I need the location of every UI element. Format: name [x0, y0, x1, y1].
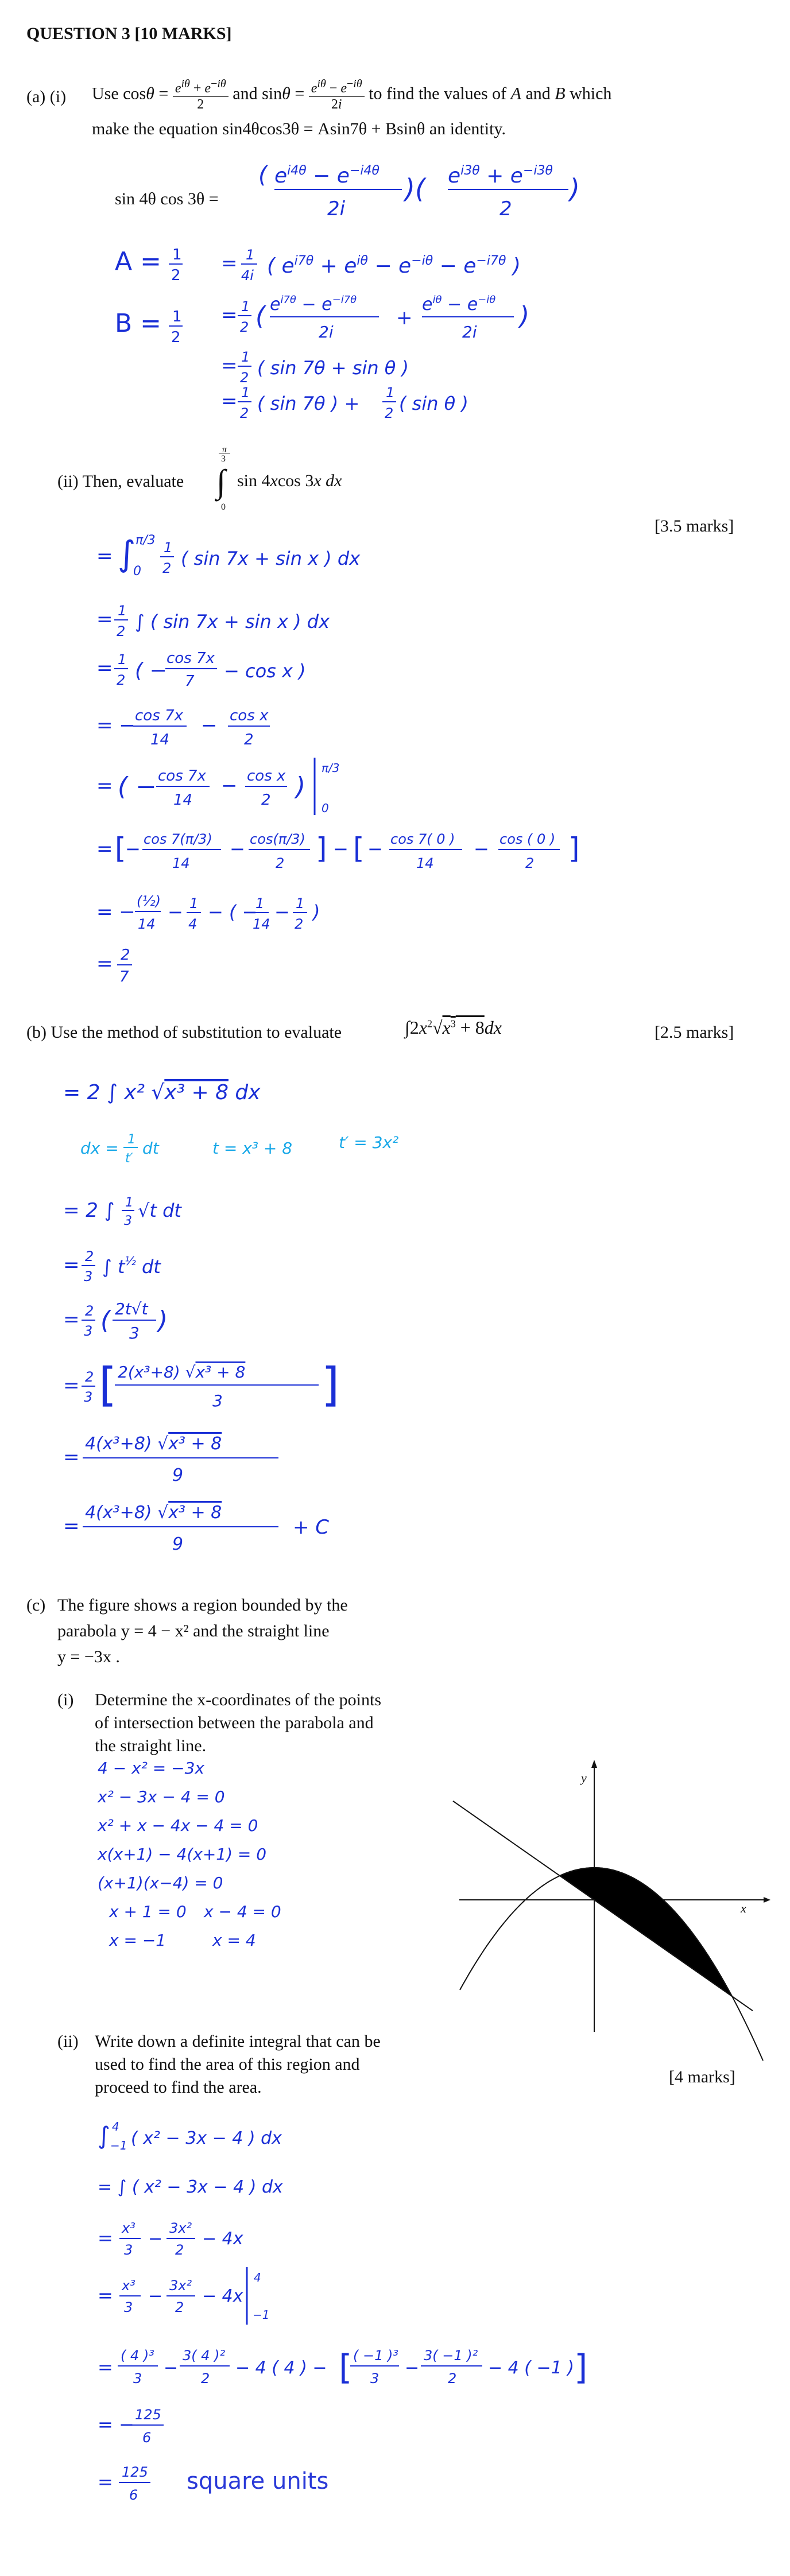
- b-w3-body: ∫ $t^{\frac{1}{2}}$ dt: [102, 1254, 161, 1278]
- part-c-ii-line-2: used to find the area of this region and: [95, 2055, 360, 2074]
- b-w7-c: + C: [293, 1516, 330, 1539]
- aii-w5-upper: π/3: [322, 761, 340, 775]
- cii-w4-f1-den: 3: [124, 2299, 133, 2315]
- cii-w3-rest: − 4x: [202, 2229, 243, 2249]
- cii-w5-m4: − 4 ( −1 ): [488, 2358, 574, 2378]
- aii-w5-f2-num: cos x: [247, 767, 286, 785]
- aii-w4-eq: = −: [96, 714, 135, 737]
- cii-w3-f1-den: 3: [124, 2242, 133, 2258]
- cii-w5-m2: − 4 ( 4 ) −: [235, 2358, 327, 2378]
- cii-w4-f2-num: 3x²: [169, 2278, 192, 2294]
- aii-w4-f2-num: cos x: [230, 707, 269, 724]
- a-work-2-eq: =: [221, 304, 238, 327]
- b-w3-den: 3: [84, 1268, 93, 1285]
- part-c-i-line-2: of intersection between the parabola and: [95, 1713, 374, 1732]
- cii-w3-f2-num: 3x²: [169, 2220, 192, 2236]
- aii-w7-m2: −: [274, 901, 290, 923]
- aii-w7-f3-num: 1: [255, 895, 265, 911]
- cii-w5-m3: −: [405, 2358, 420, 2378]
- part-c-label: (c): [26, 1596, 46, 1615]
- b-w4-eq: =: [63, 1308, 80, 1331]
- b-w7-f-den: 9: [172, 1534, 184, 1554]
- a-work-2-f1-den: 2i: [319, 323, 334, 342]
- b-w7-f-num: 4(x³+8) √x³ + 8: [85, 1503, 222, 1523]
- expansion-num-1: (: [258, 162, 268, 188]
- b-w5-b1: [: [99, 1358, 117, 1411]
- aii-w6-b1: [: [115, 832, 126, 865]
- aii-w6-b4: ]: [568, 832, 580, 865]
- aii-w2-num: 1: [118, 603, 127, 619]
- answer-a-den: 2: [171, 267, 181, 284]
- aii-w7-f1-den: 14: [138, 916, 156, 932]
- part-b-integral: $\int 2x^2√x^3 + 8dx$: [405, 1017, 502, 1038]
- square-units-label: square units: [187, 2468, 329, 2494]
- cii-w3-m1: −: [148, 2229, 163, 2249]
- a-work-2-den: 2: [240, 319, 249, 335]
- cii-w4-lower: −1: [253, 2308, 270, 2322]
- b-w5-f-num: 2(x³+8) √x³ + 8: [118, 1363, 246, 1382]
- a-work-2-f2-num: $e^{i\theta} - e^{-i\theta}$: [422, 294, 496, 315]
- part-c-desc-2: parabola y = 4 − x² and the straight line: [57, 1621, 330, 1640]
- cii-w6-eq: = −: [98, 2414, 134, 2435]
- aii-w4-f1-den: 14: [150, 731, 170, 748]
- part-a-question-line2: make the equation sin4θcos3θ = Asin7θ + Bsinθ an identity.: [92, 119, 506, 138]
- a-work-4-den: 2: [240, 405, 249, 421]
- aii-w6-m4: −: [367, 838, 383, 860]
- cii-w5-f4-den: 2: [448, 2371, 457, 2387]
- b-w5-f-den: 3: [212, 1391, 223, 1410]
- part-a-ii-label: (ii) Then, evaluate: [57, 472, 184, 491]
- region-figure: [453, 1760, 770, 2061]
- b-w3-eq: =: [63, 1254, 80, 1277]
- cii-w5-b1: [: [339, 2348, 353, 2388]
- cii-w4-eq: =: [98, 2284, 113, 2306]
- expansion-den-2: 2: [499, 197, 512, 220]
- cii-w7-num: 125: [122, 2464, 148, 2480]
- x-axis-arrow: [764, 1897, 770, 1903]
- a-work-4-num: 1: [241, 385, 250, 401]
- aii-w6-f3-num: cos 7( 0 ): [390, 831, 455, 847]
- aii-w8-num: 2: [121, 946, 130, 964]
- aii-w3-eq: =: [96, 657, 113, 680]
- aii-w6-f1-num: cos 7(π/3): [144, 831, 212, 847]
- cii-w5-f2-den: 2: [201, 2371, 210, 2387]
- b-w5-b2: ]: [322, 1358, 340, 1411]
- aii-w5-minus: −: [221, 774, 238, 797]
- b-w4-p: (: [100, 1306, 111, 1335]
- aii-w1-num: 1: [164, 540, 173, 556]
- aii-w5-p: ( −: [118, 772, 157, 801]
- cii-w3-eq: =: [98, 2227, 113, 2249]
- aii-w2-eq: =: [96, 608, 113, 631]
- cii-w4-rest: − 4x: [202, 2286, 243, 2306]
- aii-w1-den: 2: [162, 560, 172, 576]
- answer-a-text: A =: [115, 247, 161, 276]
- part-c-ii-line-1: Write down a definite integral that can be: [95, 2032, 381, 2051]
- aii-w5-lower: 0: [322, 801, 329, 815]
- b-sub-dx-dt: dt: [142, 1139, 159, 1158]
- cii-w1-lower: −1: [110, 2139, 127, 2152]
- b-w5-den: 3: [84, 1389, 93, 1405]
- aii-w6-m3: −: [333, 838, 348, 860]
- question-title: QUESTION 3 [10 MARKS]: [26, 24, 232, 43]
- ci-w8: x = −1: [109, 1931, 166, 1950]
- b-w2-num: 1: [125, 1196, 133, 1210]
- straight-line: [453, 1801, 753, 2011]
- aii-w4-minus: −: [201, 714, 218, 737]
- aii-w3-rest: − cos x ): [224, 660, 306, 682]
- cii-w5-f1-num: ( 4 )³: [121, 2348, 154, 2364]
- part-a-label: (a) (i): [26, 87, 67, 106]
- aii-w4-f2-den: 2: [244, 731, 254, 748]
- b-w1: = 2 ∫ x² √x³ + 8 dx: [63, 1081, 261, 1104]
- cii-w5-m1: −: [164, 2358, 179, 2378]
- aii-w3-num: 1: [118, 651, 127, 668]
- a-work-4-eq: =: [221, 390, 238, 413]
- aii-w8-den: 7: [119, 968, 129, 986]
- answer-b-den: 2: [171, 329, 181, 346]
- cii-w6-den: 6: [142, 2430, 152, 2446]
- b-sub-tprime: t′ = 3x²: [339, 1133, 399, 1152]
- part-b-label: (b) Use the method of substitution to evaluate: [26, 1023, 342, 1042]
- aii-w7-f4-den: 2: [295, 916, 304, 932]
- aii-w1-body: ( sin 7x + sin x ) dx: [181, 548, 361, 569]
- aii-w5-eq: =: [96, 774, 113, 797]
- part-c-ii-line-3: proceed to find the area.: [95, 2078, 262, 2097]
- b-w6-f-den: 9: [172, 1465, 184, 1485]
- aii-w2-den: 2: [117, 623, 126, 639]
- b-w4-num: 2: [85, 1303, 94, 1319]
- part-c-i-label: (i): [57, 1690, 74, 1709]
- aii-w7-f1-num: (½): [137, 893, 161, 909]
- cii-w4-f2-den: 2: [175, 2299, 184, 2315]
- cii-w4-f1-num: x³: [122, 2278, 135, 2294]
- part-c-desc-3: y = −3x .: [57, 1647, 120, 1666]
- b-w4-pc: ): [158, 1306, 168, 1335]
- expansion-den-1: 2i: [327, 197, 346, 220]
- aii-w6-m2: −: [230, 838, 245, 860]
- ci-w1: 4 − x² = −3x: [98, 1759, 204, 1778]
- b-w6-eq: =: [63, 1446, 80, 1469]
- cii-w5-f1-den: 3: [133, 2371, 142, 2387]
- a-work-4-body-2: ( sin θ ): [399, 393, 468, 414]
- cii-w4-m1: −: [148, 2286, 163, 2306]
- aii-w6-b3: [: [353, 832, 365, 865]
- b-w3-num: 2: [85, 1248, 94, 1264]
- b-sub-dx-den: t′: [125, 1151, 133, 1166]
- cii-w5-f2-num: 3( 4 )²: [183, 2348, 226, 2364]
- cii-w4-upper: 4: [254, 2271, 261, 2284]
- a-work-2-paren: (: [255, 301, 266, 331]
- part-c-i-line-1: Determine the x-coordinates of the points: [95, 1690, 382, 1709]
- b-w2-den: 3: [124, 1214, 132, 1228]
- cii-w2: = ∫ ( x² − 3x − 4 ) dx: [98, 2177, 283, 2197]
- cii-w7-eq: =: [98, 2471, 113, 2493]
- ci-w2: x² − 3x − 4 = 0: [98, 1787, 225, 1806]
- b-w7-eq: =: [63, 1515, 80, 1538]
- cii-w3-f1-num: x³: [122, 2220, 135, 2236]
- aii-w6-f4-num: cos ( 0 ): [499, 831, 556, 847]
- aii-w1-int: ∫: [118, 534, 136, 574]
- part-c-desc-1: The figure shows a region bounded by the: [57, 1596, 348, 1615]
- aii-w3-den: 2: [117, 672, 126, 688]
- ci-w7: x − 4 = 0: [204, 1902, 281, 1921]
- aii-w6-m1: −: [125, 838, 141, 860]
- cii-w3-f2-den: 2: [175, 2242, 184, 2258]
- a-work-4-num2: 1: [386, 385, 395, 401]
- aii-w7-eq: = −: [96, 901, 135, 924]
- b-w4-f-num: 2t√t: [115, 1299, 148, 1318]
- a-work-4-body-1: ( sin 7θ ) +: [257, 393, 360, 414]
- a-work-1-num: 1: [246, 247, 255, 263]
- b-sub-dx-num: 1: [127, 1132, 135, 1147]
- answer-b-num: 1: [172, 308, 182, 325]
- aii-w6-eq: =: [96, 837, 113, 860]
- aii-w7-pc: ): [313, 901, 320, 923]
- expansion-num-2-text: $e^{i3\theta} + e^{-i3\theta}$: [448, 164, 553, 188]
- answer-a-num: 1: [172, 246, 182, 263]
- aii-w7-f2-num: 1: [189, 895, 199, 911]
- aii-w1-eq: =: [96, 545, 113, 568]
- aii-w5-pc: ): [296, 772, 306, 801]
- aii-w6-f1-den: 14: [172, 855, 190, 871]
- a-work-3-den: 2: [240, 370, 249, 386]
- aii-w1-upper: π/3: [135, 533, 156, 548]
- expansion-paren-1: )(: [405, 173, 425, 204]
- aii-w7-f4-num: 1: [296, 895, 305, 911]
- cii-w5-f3-num: ( −1 )³: [353, 2348, 398, 2364]
- b-w5-eq: =: [63, 1374, 80, 1397]
- figure-x-label: x: [741, 1901, 746, 1915]
- expansion-paren-2: ): [570, 173, 580, 204]
- cii-w5-f4-num: 3( −1 )²: [424, 2348, 478, 2364]
- aii-w3-frac-den: 7: [185, 673, 195, 690]
- aii-w2-body: ∫ ( sin 7x + sin x ) dx: [135, 611, 330, 633]
- cii-w1-upper: 4: [112, 2120, 119, 2133]
- aii-w3-frac-num: cos 7x: [166, 650, 215, 667]
- aii-w6-f2-den: 2: [276, 855, 285, 871]
- a-work-3-num: 1: [241, 349, 250, 365]
- a-work-4-den2: 2: [385, 405, 394, 421]
- b-sub-dx: dx =: [80, 1139, 119, 1158]
- answer-b-text: B =: [115, 309, 162, 338]
- y-axis-arrow: [591, 1760, 597, 1768]
- ci-w3: x² + x − 4x − 4 = 0: [98, 1816, 258, 1835]
- aii-w5-f2-den: 2: [261, 792, 271, 809]
- a-work-2-f2-den: 2i: [462, 323, 477, 342]
- aii-w6-f4-den: 2: [525, 855, 535, 871]
- aii-w4-f1-num: cos 7x: [135, 707, 183, 724]
- ci-w9: x = 4: [212, 1931, 256, 1950]
- b-w4-f-den: 3: [129, 1324, 140, 1343]
- a-work-2-num: 1: [241, 298, 250, 315]
- shaded-region: [560, 1868, 732, 1996]
- aii-w6-m5: −: [474, 838, 489, 860]
- aii-w5-f1-num: cos 7x: [158, 767, 206, 785]
- figure-y-label: y: [581, 1771, 587, 1785]
- expansion-num-1-text: $e^{i4\theta} - e^{-i4\theta}$: [274, 164, 379, 188]
- cii-w5-f3-den: 3: [370, 2371, 379, 2387]
- aii-w7-f3-den: 14: [253, 916, 270, 932]
- cii-w1-int: ∫: [98, 2121, 110, 2150]
- b-w4-den: 3: [84, 1323, 93, 1339]
- part-c-marks: [4 marks]: [669, 2067, 735, 2086]
- part-a-ii-marks: [3.5 marks]: [655, 517, 734, 536]
- a-work-3-body: ( sin 7θ + sin θ ): [257, 357, 409, 379]
- aii-w6-f2-num: cos(π/3): [250, 831, 305, 847]
- a-work-1-den: 4i: [241, 267, 254, 284]
- b-w2-body: √t dt: [138, 1200, 181, 1221]
- aii-w7-m: −: [168, 901, 183, 923]
- aii-w5-f1-den: 14: [173, 792, 193, 809]
- aii-w8-eq: =: [96, 952, 113, 975]
- part-c-ii-label: (ii): [57, 2032, 79, 2051]
- b-sub-t: t = x³ + 8: [212, 1139, 293, 1158]
- aii-w6-f3-den: 14: [416, 855, 434, 871]
- cii-w7-den: 6: [129, 2487, 138, 2503]
- aii-w6-b2: ]: [316, 832, 327, 865]
- cii-w6-num: 125: [135, 2407, 161, 2423]
- a-work-2-f1-num: $e^{i7\theta} - e^{-i7\theta}$: [270, 294, 357, 315]
- b-w6-f-num: 4(x³+8) √x³ + 8: [85, 1434, 222, 1454]
- a-work-3-eq: =: [221, 354, 238, 377]
- part-b-marks: [2.5 marks]: [655, 1023, 734, 1042]
- part-c-i-line-3: the straight line.: [95, 1736, 207, 1755]
- ci-w5: (x+1)(x−4) = 0: [98, 1873, 223, 1892]
- aii-w1-lower: 0: [133, 564, 141, 579]
- b-w2-eq: = 2 ∫: [63, 1199, 115, 1222]
- a-work-2-paren-close: ): [520, 301, 530, 331]
- cii-w5-b2: ]: [574, 2348, 588, 2388]
- a-work-1-body: ( $e^{i7\theta} + e^{i\theta} - e^{-i\theta} - e^{-i7\theta}$ ): [267, 254, 521, 278]
- a-work-1-eq: =: [221, 252, 238, 275]
- cii-w5-eq: =: [98, 2356, 113, 2378]
- ci-w6: x + 1 = 0: [109, 1902, 187, 1921]
- aii-w3-p1: ( −: [135, 659, 167, 682]
- ci-w4: x(x+1) − 4(x+1) = 0: [98, 1845, 267, 1864]
- aii-w7-f2-den: 4: [188, 916, 198, 932]
- a-work-2-plus: +: [396, 307, 413, 329]
- b-w5-num: 2: [85, 1369, 94, 1385]
- aii-w7-rest: − ( −: [208, 901, 258, 923]
- part-a-question: Use cosθ = $e^{i\theta} + e^{-i\theta}$ 2 and sinθ = $e^{i\theta} - e^{-i\theta}$ 2i to find the values of A and B which: [92, 77, 612, 112]
- part-a-lhs: sin 4θ cos 3θ =: [115, 189, 219, 208]
- cii-w1-body: ( x² − 3x − 4 ) dx: [131, 2128, 282, 2148]
